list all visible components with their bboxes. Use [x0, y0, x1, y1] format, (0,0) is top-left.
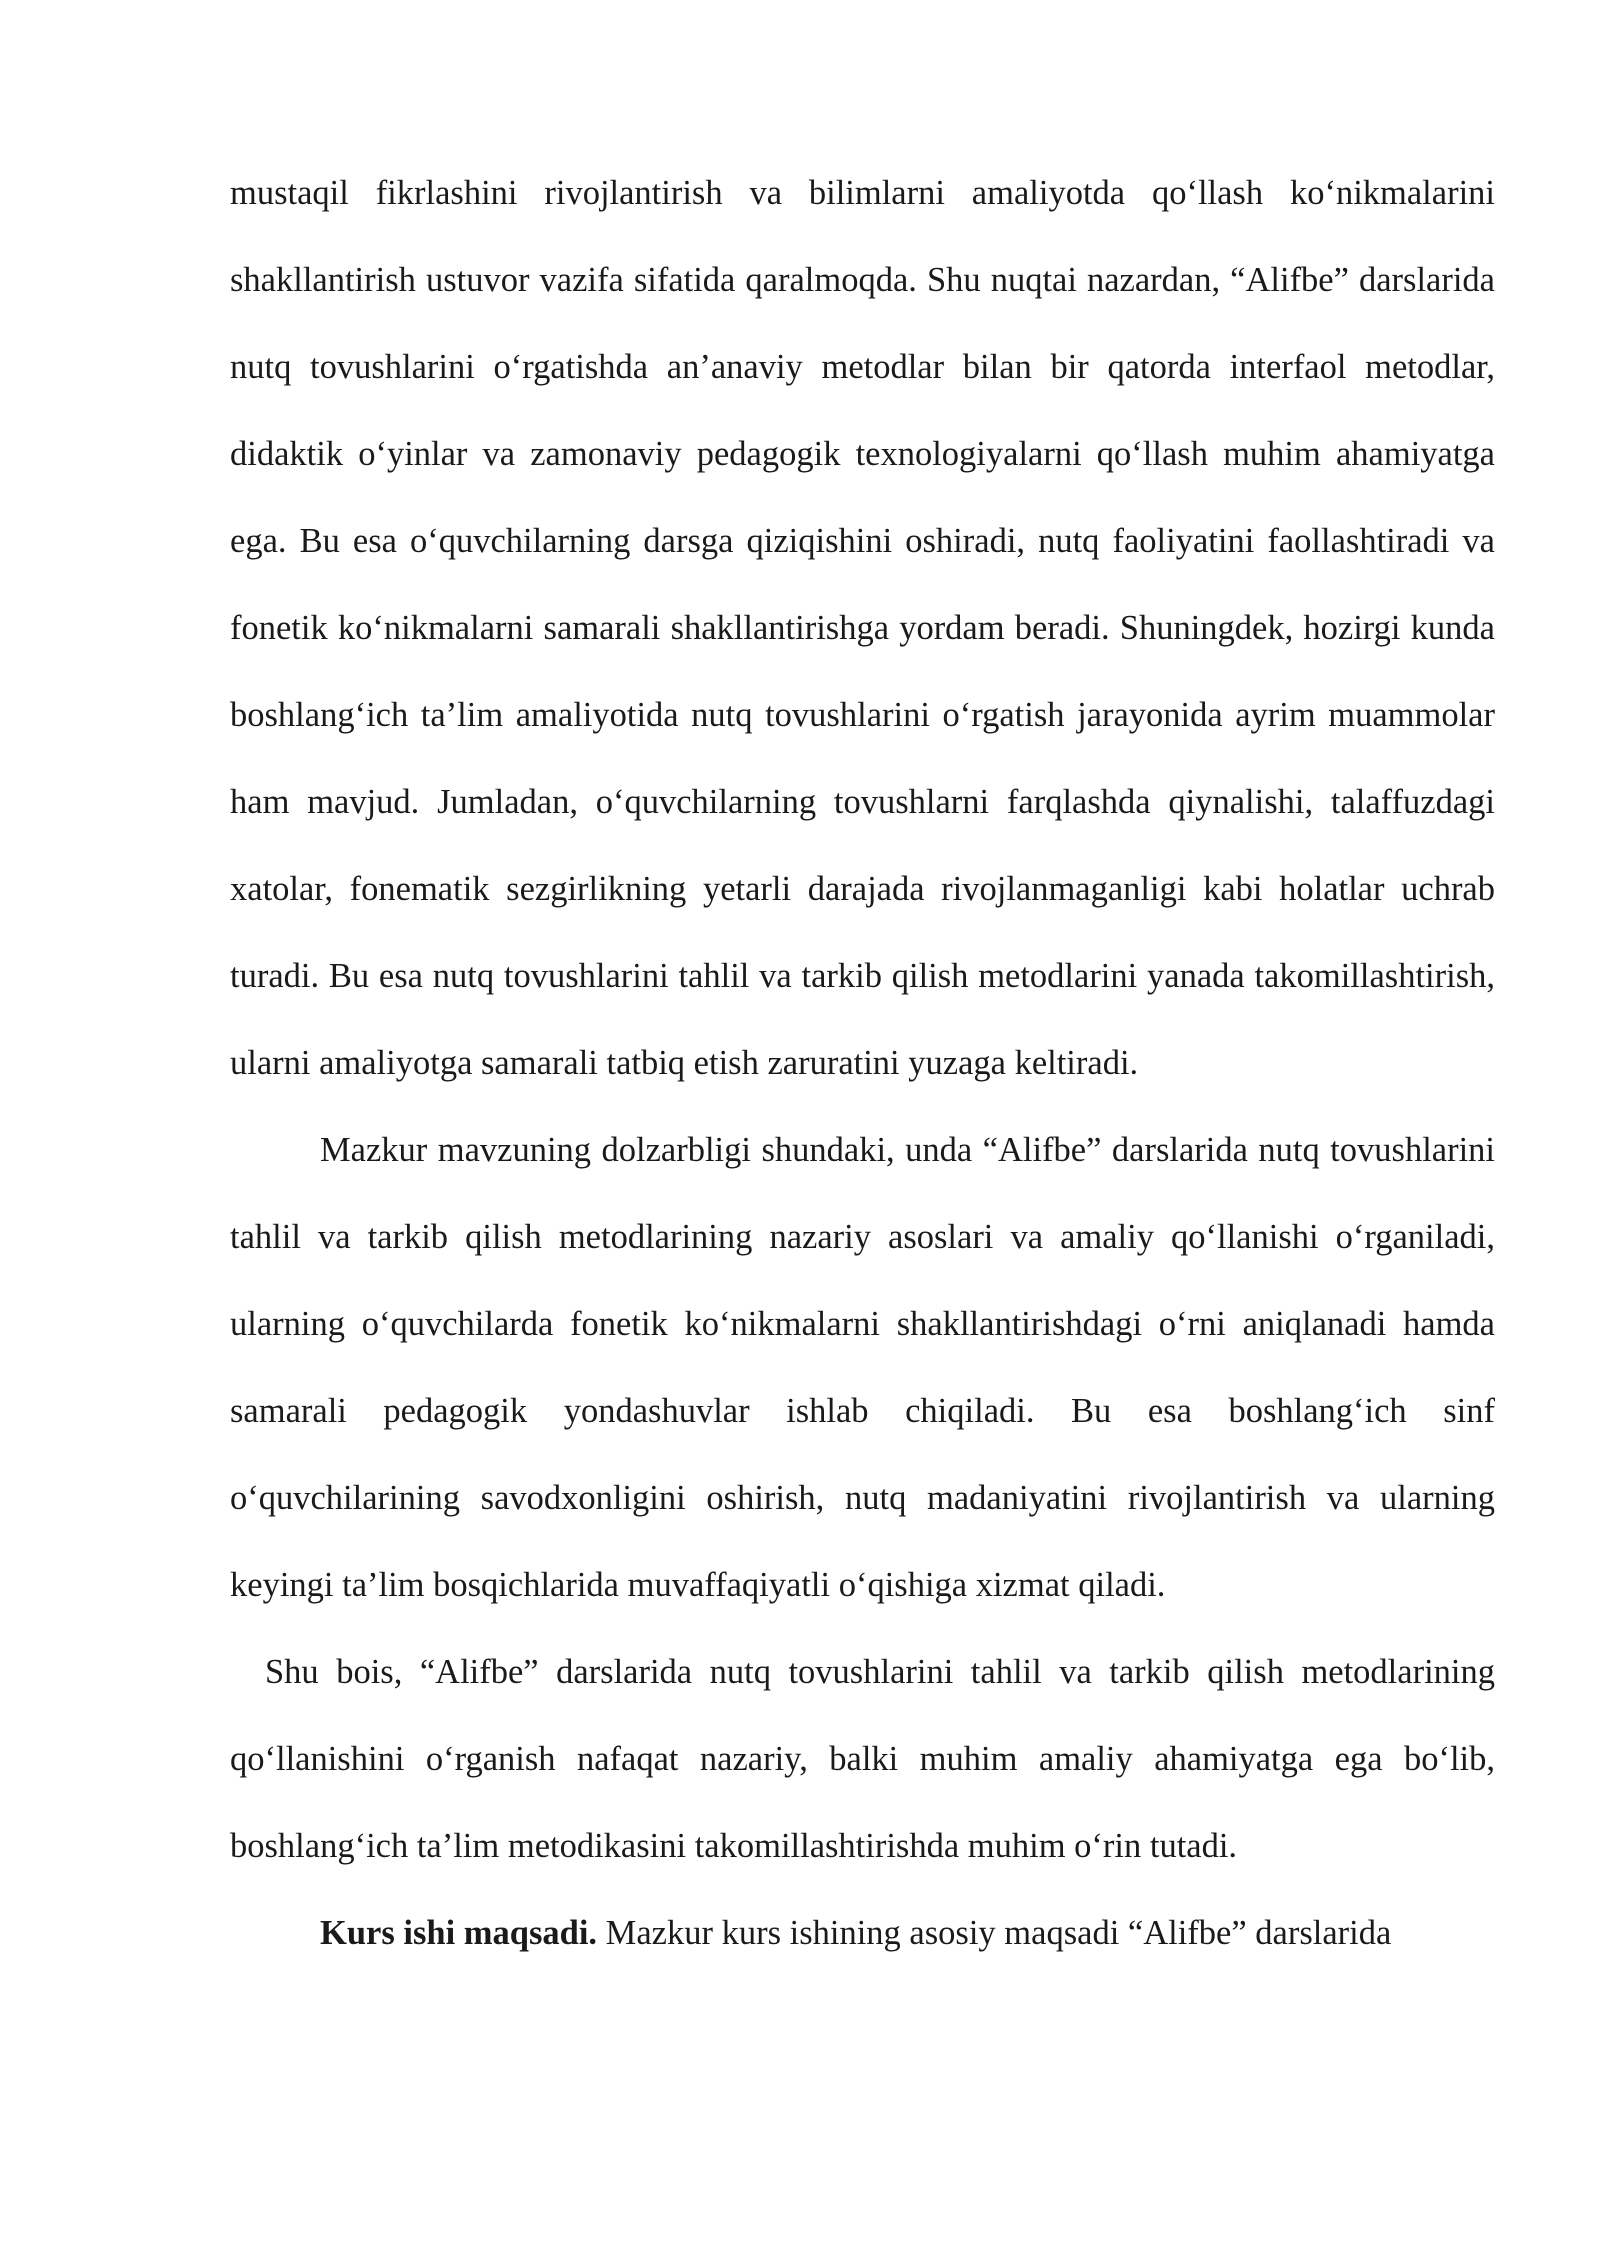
course-aim-heading: Kurs ishi maqsadi.	[320, 1914, 598, 1952]
paragraph-relevance: Mazkur mavzuning dolzarbligi shundaki, unda “Alifbe” darslarida nutq tovushlarini tahlil va tarkib qilish metodlarining nazariy asoslari va amaliy qo‘llanishi o‘rganiladi, ularning o‘quvchilarda fonetik ko‘nikmalarni shakllantirishdagi o‘rni aniqlanadi hamda samarali pedagogik yondashuvlar ishlab chiqiladi. Bu esa boshlang‘ich sinf o‘quvchilarining savodxonligini oshirish, nutq madaniyatini rivojlantirish va ularning keyingi ta’lim bosqichlarida muvaffaqiyatli o‘qishiga xizmat qiladi.	[230, 1131, 1495, 1604]
paragraph-course-aim	[230, 1890, 1495, 1977]
course-aim-text: Mazkur kurs ishining asosiy maqsadi “Alifbe” darslarida	[597, 1914, 1392, 1952]
paragraph-significance: Shu bois, “Alifbe” darslarida nutq tovushlarini tahlil va tarkib qilish metodlarining qo‘llanishini o‘rganish nafaqat nazariy, balki muhim amaliy ahamiyatga ega bo‘lib, boshlang‘ich ta’lim metodikasini takomillashtirishda muhim o‘rin tutadi.	[230, 1653, 1495, 1865]
body-text	[230, 150, 1495, 1977]
paragraph-continuation: mustaqil fikrlashini rivojlantirish va bilimlarni amaliyotda qo‘llash ko‘nikmalarini shakllantirish ustuvor vazifa sifatida qaralmoqda. Shu nuqtai nazardan, “Alifbe” darslarida nutq tovushlarini o‘rgatishda an’anaviy metodlar bilan bir qatorda interfaol metodlar, didaktik o‘yinlar va zamonaviy pedagogik texnologiyalarni qo‘llash muhim ahamiyatga ega. Bu esa o‘quvchilarning darsga qiziqishini oshiradi, nutq faoliyatini faollashtiradi va fonetik ko‘nikmalarni samarali shakllantirishga yordam beradi. Shuningdek, hozirgi kunda boshlang‘ich ta’lim amaliyotida nutq tovushlarini o‘rgatish jarayonida ayrim muammolar ham mavjud. Jumladan, o‘quvchilarning tovushlarni farqlashda qiynalishi, talaffuzdagi xatolar, fonematik sezgirlikning yetarli darajada rivojlanmaganligi kabi holatlar uchrab turadi. Bu esa nutq tovushlarini tahlil va tarkib qilish metodlarini yanada takomillashtirish, ularni amaliyotga samarali tatbiq etish zaruratini yuzaga keltiradi.	[230, 174, 1495, 1082]
